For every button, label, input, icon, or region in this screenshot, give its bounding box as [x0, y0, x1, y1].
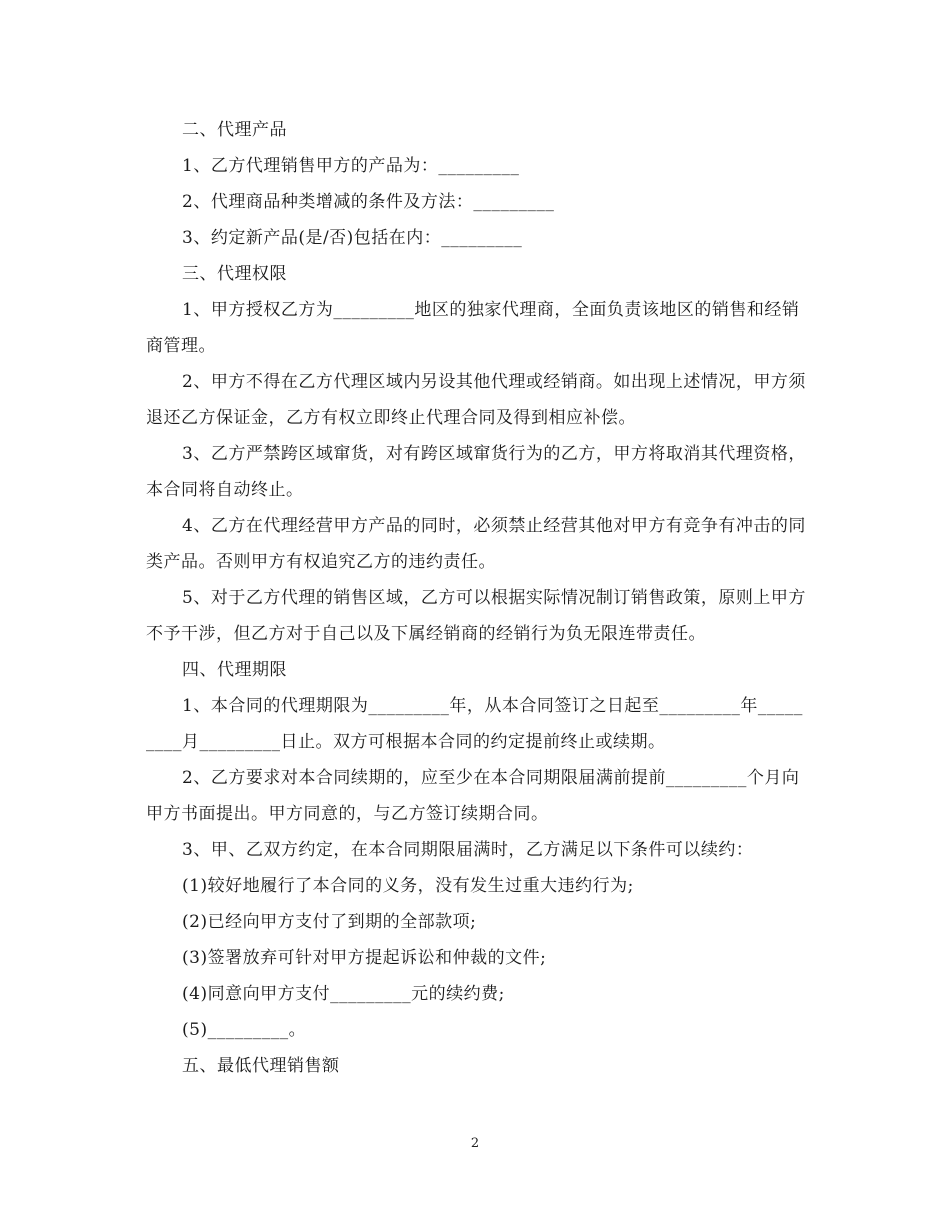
- section-heading-term: 四、代理期限: [182, 660, 287, 680]
- clause-new-products: 3、约定新产品(是/否)包括在内：_________: [182, 228, 523, 248]
- clause-exclusive-agent: 1、甲方授权乙方为_________地区的独家代理商，全面负责该地区的销售和经销商管理。: [146, 300, 800, 356]
- clause-product-change: 2、代理商品种类增减的条件及方法：_________: [182, 192, 555, 212]
- condition-item-2: (2)已经向甲方支付了到期的全部款项;: [182, 912, 477, 932]
- clause-no-other-agents: 2、甲方不得在乙方代理区域内另设其他代理或经销商。如出现上述情况，甲方须退还乙方保证金，乙方有权立即终止代理合同及得到相应补偿。: [146, 372, 806, 428]
- clause-no-cross-region: 3、乙方严禁跨区域窜货，对有跨区域窜货行为的乙方，甲方将取消其代理资格，本合同将自动终止。: [146, 444, 806, 500]
- page-number: 2: [470, 1136, 480, 1151]
- section-heading-authority: 三、代理权限: [182, 264, 287, 284]
- clause-term-length: 1、本合同的代理期限为_________年，从本合同签订之日起至_________年_________月_________日止。双方可根据本合同的约定提前终止或续期。: [146, 696, 803, 752]
- condition-item-5: (5)_________。: [182, 1020, 307, 1040]
- clause-renewal-request: 2、乙方要求对本合同续期的，应至少在本合同期限届满前提前_________个月向甲方书面提出。甲方同意的，与乙方签订续期合同。: [146, 768, 800, 824]
- condition-item-3: (3)签署放弃可针对甲方提起诉讼和仲裁的文件;: [182, 948, 547, 968]
- clause-renewal-conditions: 3、甲、乙双方约定，在本合同期限届满时，乙方满足以下条件可以续约：: [182, 840, 754, 860]
- clause-sales-policy: 5、对于乙方代理的销售区域，乙方可以根据实际情况制订销售政策，原则上甲方不予干涉，但乙方对于自己以及下属经销商的经销行为负无限连带责任。: [146, 588, 806, 644]
- document-body: [146, 112, 806, 1084]
- clause-no-competing-products: 4、乙方在代理经营甲方产品的同时，必须禁止经营其他对甲方有竞争有冲击的同类产品。否则甲方有权追究乙方的违约责任。: [146, 516, 806, 572]
- section-heading-min-sales: 五、最低代理销售额: [182, 1056, 340, 1076]
- section-heading-products: 二、代理产品: [182, 120, 287, 140]
- condition-item-1: (1)较好地履行了本合同的义务，没有发生过重大违约行为;: [182, 876, 634, 896]
- clause-product-list: 1、乙方代理销售甲方的产品为：_________: [182, 156, 520, 176]
- condition-item-4: (4)同意向甲方支付_________元的续约费;: [182, 984, 505, 1004]
